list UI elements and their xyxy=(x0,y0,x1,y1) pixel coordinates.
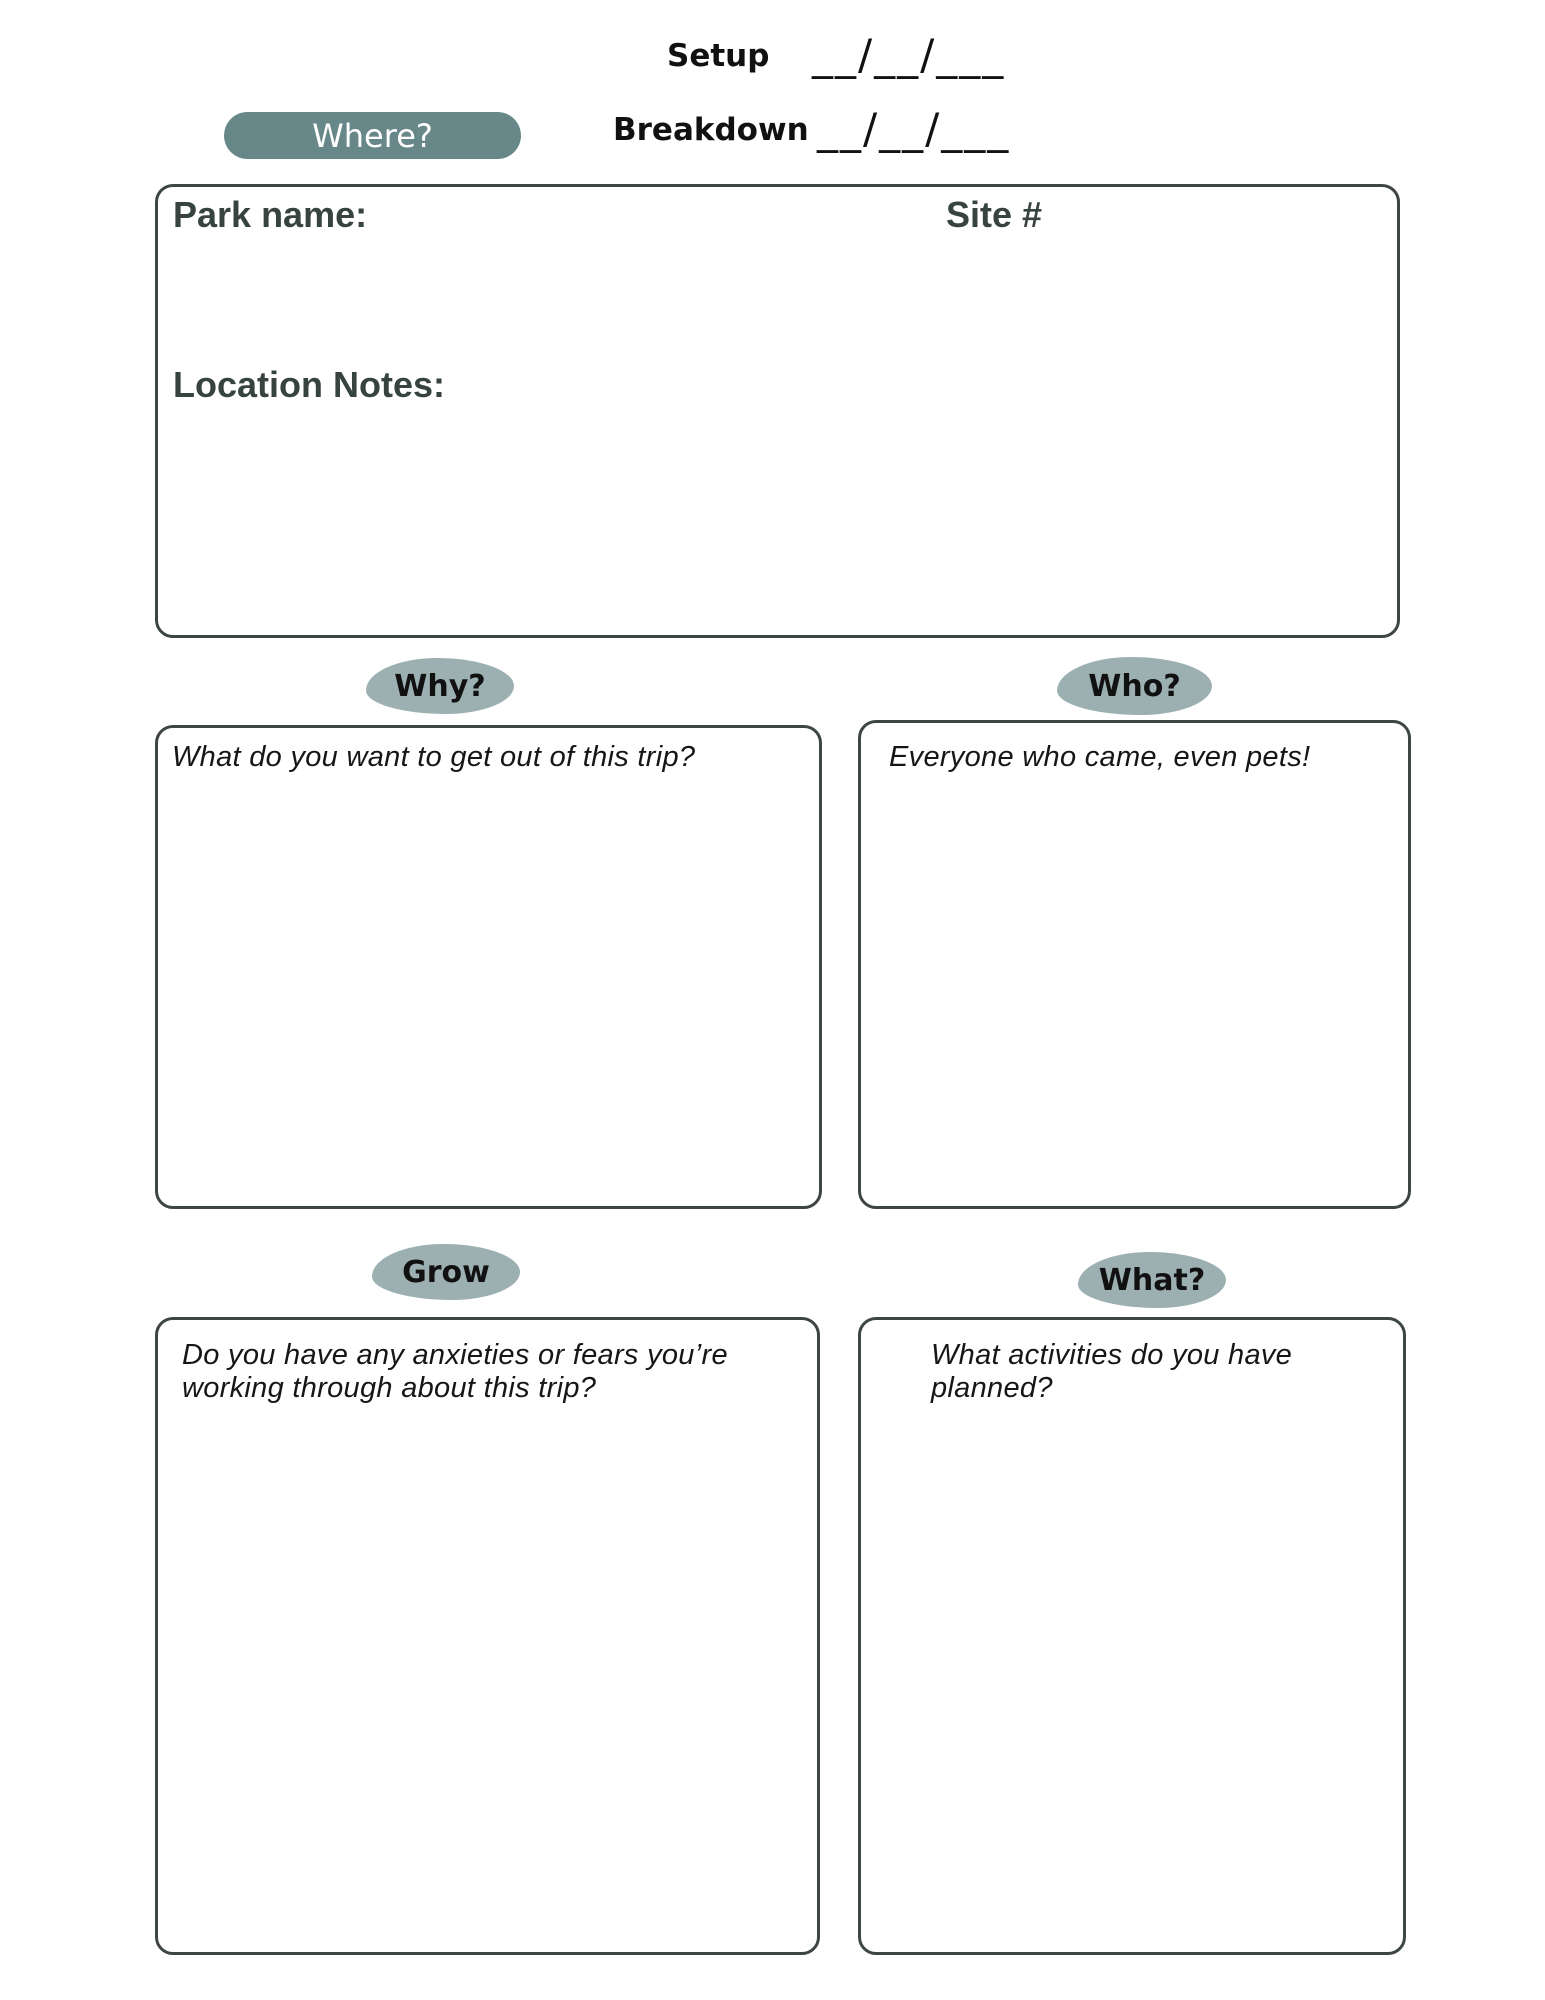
what-tag: What? xyxy=(1078,1252,1226,1308)
where-tag: Where? xyxy=(224,112,521,159)
grow-prompt-line-2: working through about this trip? xyxy=(182,1372,597,1404)
park-name-label: Park name: xyxy=(173,194,368,235)
grow-prompt-line-1: Do you have any anxieties or fears you’re xyxy=(182,1339,728,1371)
why-tag: Why? xyxy=(366,658,514,714)
grow-tag: Grow xyxy=(372,1244,520,1300)
who-box[interactable] xyxy=(858,720,1411,1209)
site-number-label: Site # xyxy=(946,194,1043,235)
setup-label: Setup xyxy=(667,38,770,74)
breakdown-label: Breakdown xyxy=(613,112,809,148)
location-notes-label: Location Notes: xyxy=(173,364,446,405)
what-prompt-line-2: planned? xyxy=(931,1372,1053,1404)
why-prompt: What do you want to get out of this trip? xyxy=(172,741,696,773)
why-box[interactable] xyxy=(155,725,822,1209)
what-prompt-line-1: What activities do you have xyxy=(931,1339,1293,1371)
what-box[interactable] xyxy=(858,1317,1406,1955)
setup-date-field[interactable]: __/__/___ xyxy=(812,30,1006,79)
where-box[interactable] xyxy=(155,184,1400,638)
breakdown-date-field[interactable]: __/__/___ xyxy=(817,104,1011,153)
grow-box[interactable] xyxy=(155,1317,820,1955)
who-prompt: Everyone who came, even pets! xyxy=(889,741,1311,773)
who-tag: Who? xyxy=(1057,657,1212,715)
